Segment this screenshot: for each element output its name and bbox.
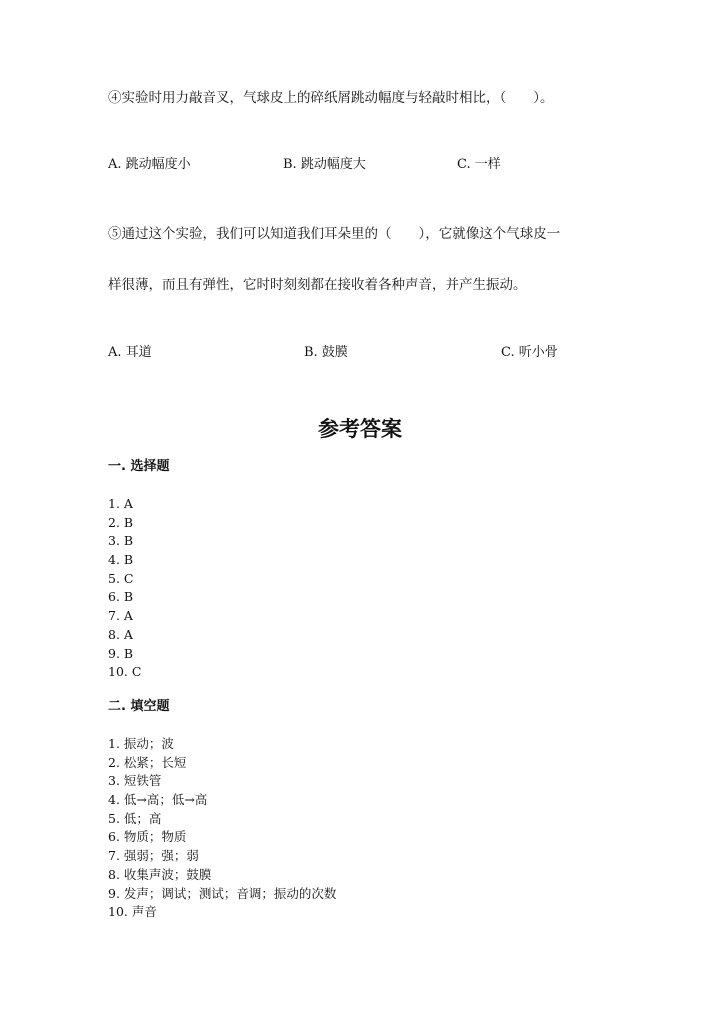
- list-item: 6. 物质；物质: [108, 829, 187, 845]
- list-item: 1. A: [108, 496, 133, 511]
- list-item: 8. 收集声波；鼓膜: [108, 866, 212, 882]
- list-item: 1. 振动；波: [108, 736, 174, 751]
- choice-answer-list: [108, 495, 141, 682]
- list-item: 3. 短铁管: [108, 773, 162, 789]
- list-item: 2. B: [108, 514, 134, 530]
- list-item: 5. C: [108, 570, 134, 586]
- list-item: 10. C: [108, 664, 142, 680]
- question-5-option-a: A. 耳道: [108, 345, 152, 360]
- list-item: 4. B: [108, 552, 134, 568]
- list-item: 8. A: [108, 626, 133, 642]
- section-choice-heading: 一. 选择题: [108, 459, 170, 474]
- list-item: 3. B: [108, 533, 134, 549]
- question-5-text-line-2: 样很薄，而且有弹性，它时时刻刻都在接收着各种声音，并产生振动。: [108, 277, 527, 293]
- list-item: 6. B: [108, 589, 134, 605]
- question-5-text-line-1: ⑤通过这个实验，我们可以知道我们耳朵里的（ ），它就像这个气球皮一: [108, 226, 561, 242]
- list-item: 4. 低→高；低→高: [108, 792, 208, 808]
- fill-answer-list: [108, 735, 336, 922]
- question-4-option-c: C. 一样: [457, 157, 501, 172]
- question-4-option-b: B. 跳动幅度大: [283, 157, 366, 172]
- question-4-text: ④实验时用力敲音叉，气球皮上的碎纸屑跳动幅度与轻敲时相比，（ ）。: [108, 90, 554, 106]
- question-4-option-a: A. 跳动幅度小: [108, 157, 191, 172]
- list-item: 9. B: [108, 645, 134, 661]
- list-item: 2. 松紧；长短: [108, 754, 187, 770]
- question-5-option-c: C. 听小骨: [501, 345, 558, 360]
- answer-key-title: 参考答案: [318, 417, 402, 441]
- list-item: 7. A: [108, 608, 133, 624]
- list-item: 10. 声音: [108, 904, 157, 920]
- section-fill-heading: 二. 填空题: [108, 699, 170, 714]
- list-item: 9. 发声；调试；测试；音调；振动的次数: [108, 885, 337, 901]
- list-item: 7. 强弱；强；弱: [108, 848, 199, 864]
- question-5-option-b: B. 鼓膜: [304, 345, 348, 360]
- list-item: 5. 低；高: [108, 810, 162, 826]
